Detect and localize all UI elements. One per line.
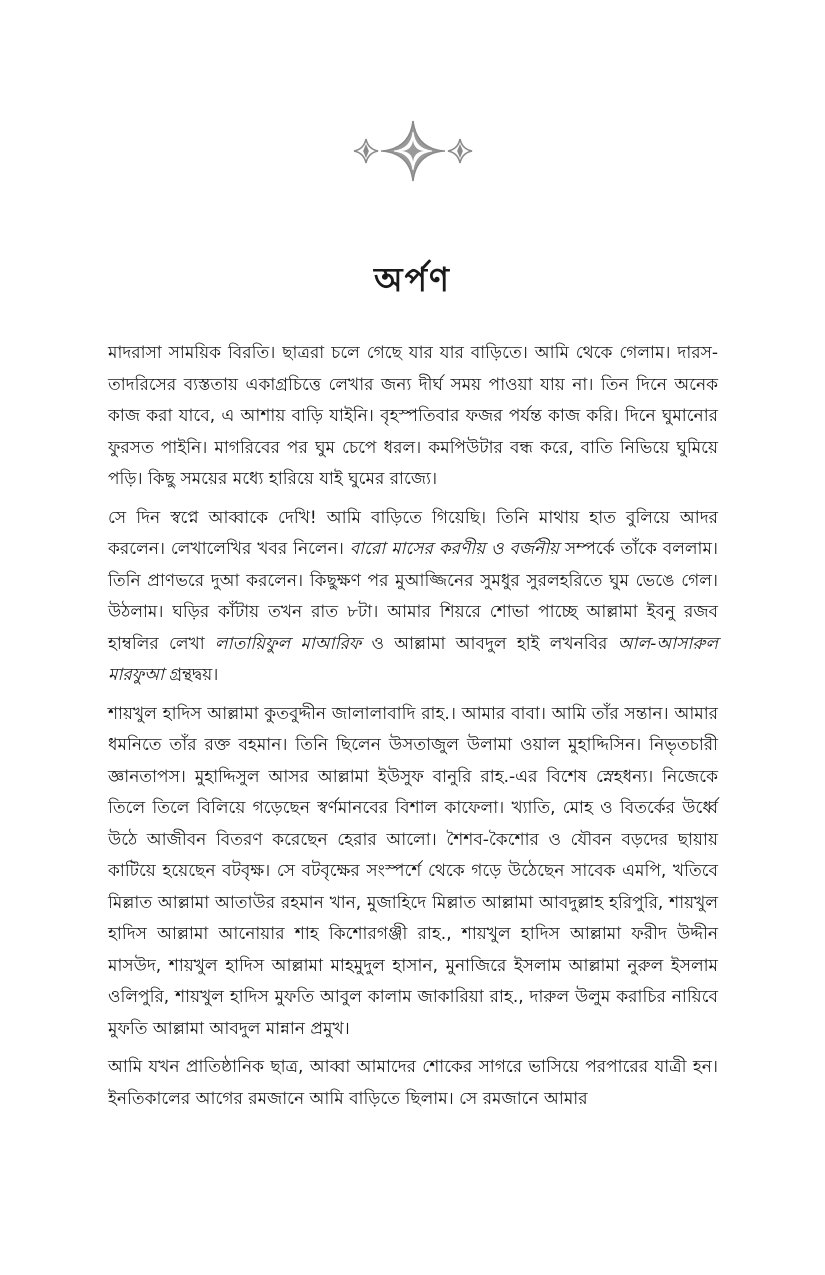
book-title-al-asarul: আল-আসারুল মারফুআ — [108, 633, 718, 685]
paragraph-2 — [108, 503, 718, 692]
paragraph-1: মাদরাসা সাময়িক বিরতি। ছাত্ররা চলে গেছে যার যার বাড়িতে। আমি থেকে গেলাম। দারস-তাদরিসের ব্যস্ততায় একাগ্রচিত্তে লেখার জন্য দীর্ঘ সময় পাওয়া যায় না। তিন দিনে অনেক কাজ করা যাবে, এ আশায় বাড়ি যাইনি। বৃহস্পতিবার ফজর পর্যন্ত কাজ করি। দিনে ঘুমানোর ফুরসত পাইনি। মাগরিবের পর ঘুম চেপে ধরল। কমপিউটার বন্ধ করে, বাতি নিভিয়ে ঘুমিয়ে পড়ি। কিছু সময়ের মধ্যে হারিয়ে যাই ঘুমের রাজ্যে। — [108, 343, 718, 489]
page-title: অর্পণ — [374, 260, 451, 299]
paragraph-2-text-4: গ্রন্থদ্বয়। — [163, 665, 219, 685]
paragraph-2-text-3: ও আল্লামা আবদুল হাই লখনবির — [361, 633, 618, 654]
four-point-star-ornament-icon — [348, 118, 478, 184]
paragraph-2-text-1: সে দিন স্বপ্নে আব্বাকে দেখি! আমি বাড়িতে গিয়েছি। তিনি মাথায় হাত বুলিয়ে আদর করলেন। লেখালেখির খবর নিলেন। — [108, 507, 718, 559]
book-title-latayiful: লাতায়িফুল মাআরিফ — [214, 633, 362, 654]
dedication-body — [108, 338, 718, 1122]
paragraph-4: আমি যখন প্রাতিষ্ঠানিক ছাত্র, আব্বা আমাদের শোকের সাগরে ভাসিয়ে পরপারের যাত্রী হন। ইনতিকালের আগের রমজানে আমি বাড়িতে ছিলাম। সে রমজানে আমার — [108, 1057, 718, 1109]
paragraph-2-text-2: সম্পর্কে তাঁকে বললাম। তিনি প্রাণভরে দুআ করলেন। কিছুক্ষণ পর মুআজ্জিনের সুমধুর সুরলহরিতে ঘুম ভেঙে গেল। উঠলাম। ঘড়ির কাঁটায় তখন রাত ৮টা। আমার শিয়রে শোভা পাচ্ছে আল্লামা ইবনু রজব হাম্বলির লেখা — [108, 539, 718, 654]
paragraph-3: শায়খুল হাদিস আল্লামা কুতবুদ্দীন জালালাবাদি রাহ.। আমার বাবা। আমি তাঁর সন্তান। আমার ধমনিতে তাঁর রক্ত বহমান। তিনি ছিলেন উসতাজুল উলামা ওয়াল মুহাদ্দিসিন। নিভৃতচারী জ্ঞানতাপস। মুহাদ্দিসুল আসর আল্লামা ইউসুফ বানুরি রাহ.-এর বিশেষ স্নেহধন্য। নিজেকে তিলে তিলে বিলিয়ে গড়েছেন স্বর্ণমানবের বিশাল কাফেলা। খ্যাতি, মোহ ও বিতর্কের উর্ধ্বে উঠে আজীবন বিতরণ করেছেন হেরার আলো। শৈশব-কৈশোর ও যৌবন বড়দের ছায়ায় কাটিয়ে হয়েছেন বটবৃক্ষ। সে বটবৃক্ষের সংস্পর্শে থেকে গড়ে উঠেছেন সাবেক এমপি, খতিবে মিল্লাত আল্লামা আতাউর রহমান খান, মুজাহিদে মিল্লাত আল্লামা আবদুল্লাহ হরিপুরি, শায়খুল হাদিস আল্লামা আনোয়ার শাহ কিশোরগঞ্জী রাহ., শায়খুল হাদিস আল্লামা ফরীদ উদ্দীন মাসউদ, শায়খুল হাদিস আল্লামা মাহমুদুল হাসান, মুনাজিরে ইসলাম আল্লামা নুরুল ইসলাম ওলিপুরি, শায়খুল হাদিস মুফতি আবুল কালাম জাকারিয়া রাহ., দারুল উলুম করাচির নায়িবে মুফতি আল্লামা আবদুল মান্নান প্রমুখ। — [108, 703, 718, 1039]
book-title-baro-maser: বারো মাসের করণীয় ও বর্জনীয় — [349, 539, 560, 559]
title-ornament — [0, 118, 825, 184]
